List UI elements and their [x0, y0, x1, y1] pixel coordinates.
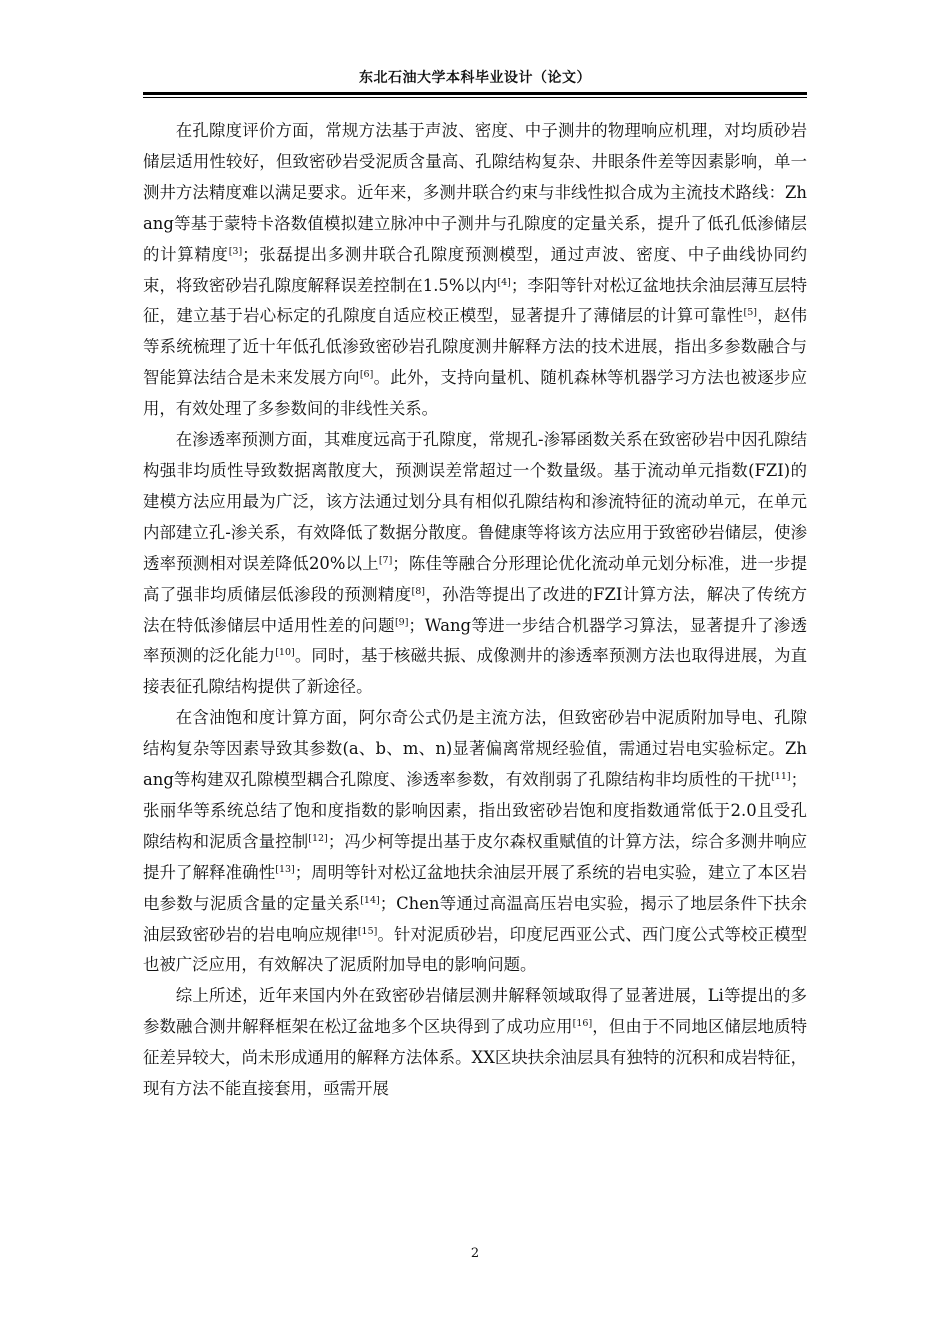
paragraph-text: ；周明等针对松辽盆地扶余油层开展了系统的岩电实验，建立了本区岩电参数与泥质含量的定量关系 — [143, 862, 808, 913]
paragraph-text: 在孔隙度评价方面，常规方法基于声波、密度、中子测井的物理响应机理，对均质砂岩储层适用性较好，但致密砂岩受泥质含量高、孔隙结构复杂、井眼条件差等因素影响，单一测井方法精度难以满足要求。近年来，多测井联合约束与非线性拟合成为主流技术路线：Zhang等基于蒙特卡洛数值模拟建立脉冲中子测井与孔隙度的定量关系，提升了低孔低渗储层的计算精度 — [143, 121, 807, 264]
header-rule-thick — [143, 92, 807, 95]
citation-ref: [15] — [357, 925, 378, 937]
citation-ref: [8] — [411, 585, 425, 597]
paragraph-text: 。针对泥质砂岩，印度尼西亚公式、西门度公式等校正模型也被广泛应用，有效解决了泥质附加导电的影响问题。 — [143, 924, 807, 975]
paragraph-text: ；Wang等进一步结合机器学习算法，显著提升了渗透率预测的泛化能力 — [143, 615, 807, 666]
citation-ref: [7] — [378, 554, 393, 566]
body-paragraph — [143, 703, 807, 981]
paragraph-text: ，赵伟等系统梳理了近十年低孔低渗致密砂岩孔隙度测井解释方法的技术进展，指出多参数融合与智能算法结合是未来发展方向 — [143, 306, 808, 388]
running-header-title: 东北石油大学本科毕业设计（论文） — [359, 70, 591, 86]
citation-ref: [11] — [771, 771, 791, 783]
body-paragraph — [143, 116, 807, 425]
citation-ref: [6] — [359, 369, 374, 381]
citation-ref: [5] — [743, 307, 757, 319]
paragraph-text: ；张磊提出多测井联合孔隙度预测模型，通过声波、密度、中子曲线协同约束，将致密砂岩孔隙度解释误差控制在1.5%以内 — [143, 244, 808, 295]
paragraph-text: 综上所述，近年来国内外在致密砂岩储层测井解释领域取得了显著进展，Li等提出的多参数融合测井解释框架在松辽盆地多个区块得到了成功应用 — [143, 986, 807, 1037]
paragraph-text: 。此外，支持向量机、随机森林等机器学习方法也被逐步应用，有效处理了多参数间的非线性关系。 — [143, 368, 807, 419]
paragraph-text: ；陈佳等融合分形理论优化流动单元划分标准，进一步提高了强非均质储层低渗段的预测精度 — [143, 553, 808, 604]
citation-ref: [9] — [394, 616, 409, 628]
paragraph-text: 在渗透率预测方面，其难度远高于孔隙度，常规孔-渗幂函数关系在致密砂岩中因孔隙结构强非均质性导致数据离散度大，预测误差常超过一个数量级。基于流动单元指数(FZI)的建模方法应用最为广泛，该方法通过划分具有相似孔隙结构和渗流特征的流动单元，在单元内部建立孔-渗关系，有效降低了数据分散度。鲁健康等将该方法应用于致密砂岩储层，使渗透率预测相对误差降低20%以上 — [143, 430, 807, 573]
citation-ref: [12] — [308, 832, 328, 844]
citation-ref: [16] — [572, 1018, 593, 1030]
paragraph-text: ；张丽华等系统总结了饱和度指数的影响因素，指出致密砂岩饱和度指数通常低于2.0且受孔隙结构和泥质含量控制 — [143, 770, 807, 851]
paragraph-text: ，但由于不同地区储层地质特征差异较大，尚未形成通用的解释方法体系。XX区块扶余油层具有独特的沉积和成岩特征，现有方法不能直接套用，亟需开展 — [143, 1017, 807, 1099]
paragraph-text: ；Chen等通过高温高压岩电实验，揭示了地层条件下扶余油层致密砂岩的岩电响应规律 — [143, 893, 807, 944]
citation-ref: [14] — [360, 894, 380, 906]
paragraph-text: 在含油饱和度计算方面，阿尔奇公式仍是主流方法，但致密砂岩中泥质附加导电、孔隙结构复杂等因素导致其参数(a、b、m、n)显著偏离常规经验值，需通过岩电实验标定。Zhang等构建双孔隙模型耦合孔隙度、渗透率参数，有效削弱了孔隙结构非均质性的干扰 — [143, 708, 807, 790]
paragraph-text: ；李阳等针对松辽盆地扶余油层薄互层特征，建立基于岩心标定的孔隙度自适应校正模型，显著提升了薄储层的计算可靠性 — [143, 275, 808, 326]
body-paragraph — [143, 425, 807, 703]
citation-ref: [13] — [275, 863, 295, 875]
paragraph-text: 。同时，基于核磁共振、成像测井的渗透率预测方法也取得进展，为直接表征孔隙结构提供了新途径。 — [143, 646, 807, 697]
body-paragraph — [143, 981, 807, 1105]
paragraph-text: ；冯少柯等提出基于皮尔森权重赋值的计算方法，综合多测井响应提升了解释准确性 — [143, 831, 808, 882]
paragraph-text: ，孙浩等提出了改进的FZI计算方法，解决了传统方法在特低渗储层中适用性差的问题 — [143, 584, 807, 635]
body-text — [143, 116, 807, 1105]
citation-ref: [4] — [497, 276, 511, 288]
citation-ref: [10] — [275, 647, 295, 659]
header-rule-thin — [143, 97, 807, 98]
citation-ref: [3] — [228, 245, 243, 257]
page-number: 2 — [470, 1246, 480, 1261]
